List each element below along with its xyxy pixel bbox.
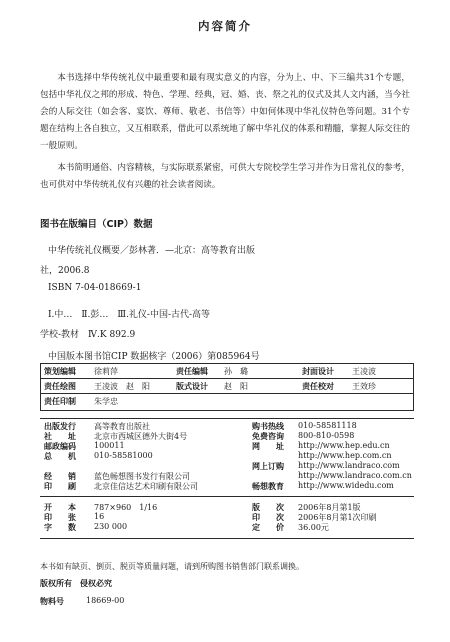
credit-value-planning-editor: 徐莉萍 xyxy=(94,367,118,376)
cip-line-5: 学校-教材 Ⅳ.K 892.9 xyxy=(40,330,136,340)
cip-line-2: 社，2006.8 xyxy=(40,266,90,276)
pub-label-address: 社 址 xyxy=(44,432,76,441)
pub-value-purchase-hotline: 010-58581118 xyxy=(298,421,357,430)
credit-value-printing-supervisor: 朱学忠 xyxy=(94,397,118,406)
pub-label-switchboard: 总 机 xyxy=(44,452,76,461)
pub-value-address: 北京市西城区德外大街4号 xyxy=(94,432,188,441)
credits-divider-2 xyxy=(40,393,414,394)
pub-value-impression: 2006年8月第1次印刷 xyxy=(298,513,377,522)
credit-label-illustration: 责任绘图 xyxy=(44,382,76,391)
cip-line-6: 中国版本图书馆CIP 数据核字（2006）第085964号 xyxy=(48,352,260,362)
credit-value-layout-design: 赵 阳 xyxy=(224,382,248,391)
credit-value-illustration: 王凌波 赵 阳 xyxy=(94,382,150,391)
pub-label-widedu: 畅想教育 xyxy=(252,482,284,491)
credit-value-cover-design: 王凌波 xyxy=(352,367,376,376)
pub-label-printer: 印 刷 xyxy=(44,482,76,491)
pub-label-website: 网 址 xyxy=(252,442,284,451)
intro-paragraph-1: 本书选择中华传统礼仪中最重要和最有现实意义的内容，分为上、中、下三编共31个专题，包括中华礼仪之邦的形成、特色、学理、经典，冠、婚、丧、祭之礼的仪式及其人文内涵，当今社会的人际交往（如会客、宴饮、尊师、敬老、书信等）中如何体现中华礼仪特色等问题。31个专题在结构上各自独立，又互相联系，借此可以系统地了解中华礼仪的体系和精髓，掌握人际交往的一般原则。 xyxy=(40,73,410,151)
pub-value-website-1: http://www.hep.edu.cn xyxy=(298,441,390,450)
pub-label-price: 定 价 xyxy=(252,523,284,532)
pub-value-postcode: 100011 xyxy=(94,441,125,450)
pub-value-website-2: http://www.hep.com.cn xyxy=(298,451,392,460)
credit-value-responsible-editor: 孙 璐 xyxy=(224,367,248,376)
cip-line-4: Ⅰ.中… Ⅱ.彭… Ⅲ.礼仪-中国-古代-高等 xyxy=(48,310,211,320)
item-number-label: 物料号 xyxy=(40,597,64,606)
pub-label-online-order: 网上订购 xyxy=(252,462,284,471)
pub-label-publisher: 出版发行 xyxy=(44,422,76,431)
cip-heading: 图书在版编目（CIP）数据 xyxy=(40,219,153,230)
pub-label-purchase-hotline: 购书热线 xyxy=(252,422,284,431)
credits-divider-1 xyxy=(40,378,414,379)
pub-value-edition: 2006年8月第1版 xyxy=(298,503,361,512)
pub-label-distributor: 经 销 xyxy=(44,472,76,481)
credit-label-proofreader: 责任校对 xyxy=(302,382,334,391)
pub-value-format: 787×960 1/16 xyxy=(94,503,158,512)
pub-value-price: 36.00元 xyxy=(298,523,329,532)
pub-value-online-order-2: http://www.landraco.com.cn xyxy=(298,471,412,480)
quality-notice: 本书如有缺页、倒页、脱页等质量问题，请到所购图书销售部门联系调换。 xyxy=(40,562,304,571)
pub-value-publisher: 高等教育出版社 xyxy=(94,422,150,431)
publisher-top-rule xyxy=(40,418,414,419)
credit-label-layout-design: 版式设计 xyxy=(176,382,208,391)
spec-bottom-rule xyxy=(40,538,414,539)
intro-title: 内容简介 xyxy=(198,19,252,33)
pub-label-free-consult: 免费咨询 xyxy=(252,432,284,441)
credit-label-printing-supervisor: 责任印制 xyxy=(44,397,76,406)
spec-top-rule xyxy=(40,496,414,497)
pub-value-widedu: http://www.widedu.com xyxy=(298,481,394,490)
pub-label-sheets: 印 张 xyxy=(44,513,76,522)
cip-line-1: 中华传统礼仪概要／彭林著．—北京：高等教育出版 xyxy=(48,246,256,256)
pub-value-online-order-1: http://www.landraco.com xyxy=(298,461,400,470)
pub-value-switchboard: 010-58581000 xyxy=(94,451,153,460)
credit-label-planning-editor: 策划编辑 xyxy=(44,367,76,376)
pub-label-impression: 印 次 xyxy=(252,513,284,522)
pub-label-postcode: 邮政编码 xyxy=(44,442,76,451)
pub-value-word-count: 230 000 xyxy=(94,522,128,531)
pub-value-printer: 北京佳信达艺术印刷有限公司 xyxy=(94,482,198,491)
pub-label-word-count: 字 数 xyxy=(44,523,76,532)
pub-value-sheets: 16 xyxy=(94,512,105,521)
item-number-value: 18669-00 xyxy=(86,596,125,605)
credit-value-proofreader: 王效珍 xyxy=(352,382,376,391)
pub-label-format: 开 本 xyxy=(44,503,76,512)
cip-line-3: ISBN 7-04-018669-1 xyxy=(48,283,142,293)
pub-value-free-consult: 800-810-0598 xyxy=(298,431,355,440)
credit-label-responsible-editor: 责任编辑 xyxy=(176,367,208,376)
copyright-notice: 版权所有 侵权必究 xyxy=(40,579,112,588)
credit-label-cover-design: 封面设计 xyxy=(302,367,334,376)
intro-paragraph-2: 本书简明通俗、内容精核，与实际联系紧密，可供大专院校学生学习并作为日常礼仪的参考，也可供对中华传统礼仪有兴趣的社会读者阅读。 xyxy=(40,163,410,190)
pub-label-edition: 版 次 xyxy=(252,503,284,512)
pub-value-distributor: 蓝色畅想图书发行有限公司 xyxy=(94,472,190,481)
